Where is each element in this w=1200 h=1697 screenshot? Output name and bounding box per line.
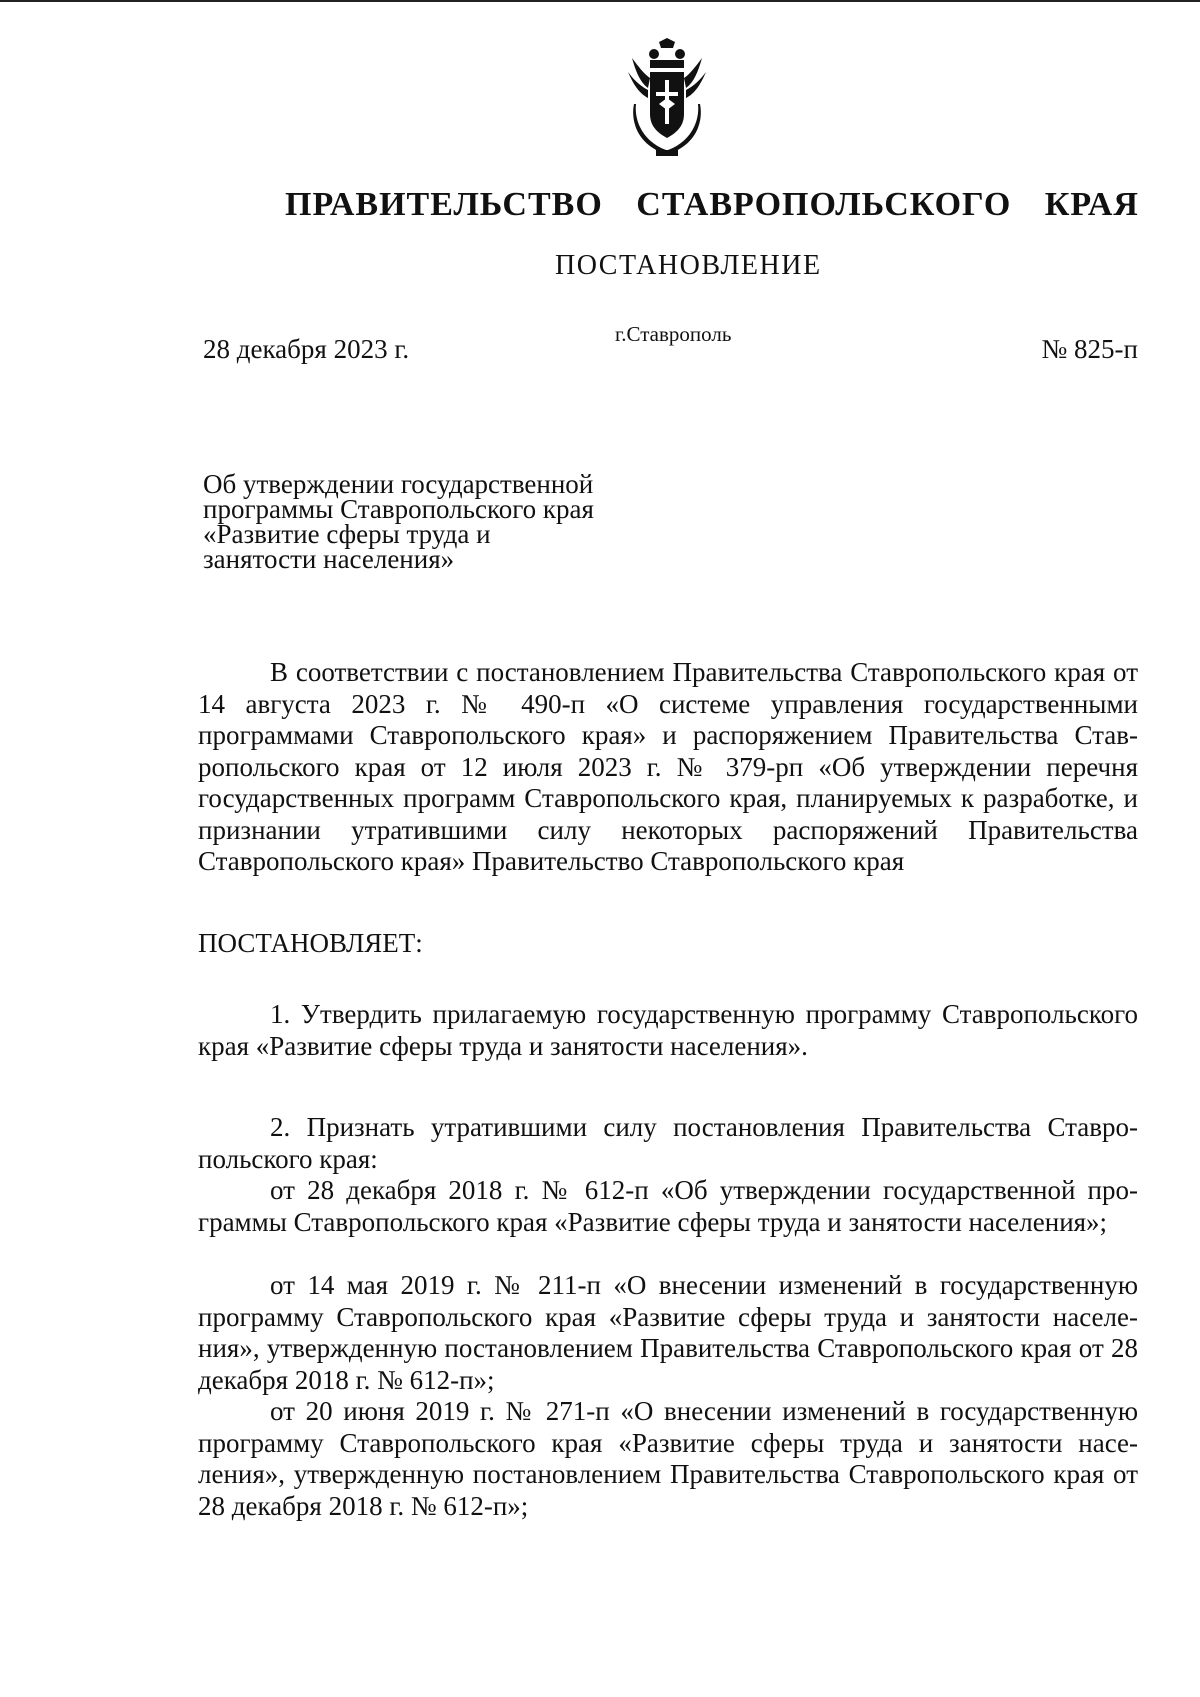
subject-line: Об утверждении государственной bbox=[203, 469, 594, 499]
repealed-act-3: от 20 июня 2019 г. № 271-п «О внесении изменений в государственную программу Ставропольского края «Развитие сферы труда и занятости населения», утвержденную постановлением Правительства Ставропольского края от 28 декабря 2018 г. № 612-п»; bbox=[198, 1396, 1138, 1521]
document-date: 28 декабря 2023 г. bbox=[203, 334, 410, 364]
document-subject bbox=[203, 469, 663, 574]
item-1-paragraph: 1. Утвердить прилагаемую государственную программу Ставропольского края «Развитие сферы труда и занятости населения». bbox=[198, 999, 1138, 1061]
subject-line: занятости населения» bbox=[203, 544, 455, 574]
repealed-act-1: от 28 декабря 2018 г. № 612-п «Об утверждении государственной программы Ставропольского края «Развитие сферы труда и занятости населения»; bbox=[198, 1175, 1138, 1237]
item-2-paragraph: 2. Признать утратившими силу постановления Правительства Ставропольского края: bbox=[198, 1112, 1138, 1174]
document-type: ПОСТАНОВЛЕНИЕ bbox=[555, 250, 822, 281]
subject-line: «Развитие сферы труда и bbox=[203, 519, 491, 549]
coat-of-arms-icon bbox=[626, 38, 708, 158]
preamble-paragraph: В соответствии с постановлением Правительства Ставропольского края от 14 августа 2023 г. № 490-п «О системе управления государственными программами Ставропольского края» и распоряжением Правительства Ставропольского края от 12 июля 2023 г. № 379-рп «Об утверждении перечня государственных программ Ставропольского края, планируемых к разработке, и признании утратившими силу некоторых распоряжений Правительства Ставропольского края» Правительство Ставропольского края bbox=[198, 657, 1138, 876]
document-city: г.Ставрополь bbox=[615, 322, 732, 346]
subject-line: программы Ставропольского края bbox=[203, 494, 594, 524]
government-title: ПРАВИТЕЛЬСТВО СТАВРОПОЛЬСКОГО КРАЯ bbox=[285, 186, 1139, 223]
repealed-act-2: от 14 мая 2019 г. № 211-п «О внесении изменений в государственную программу Ставропольского края «Развитие сферы труда и занятости населения», утвержденную постановлением Правительства Ставропольского края от 28 декабря 2018 г. № 612-п»; bbox=[198, 1270, 1138, 1395]
top-border-line bbox=[0, 0, 1200, 2]
document-number: № 825-п bbox=[1041, 334, 1138, 364]
decree-word: ПОСТАНОВЛЯЕТ: bbox=[198, 928, 423, 958]
